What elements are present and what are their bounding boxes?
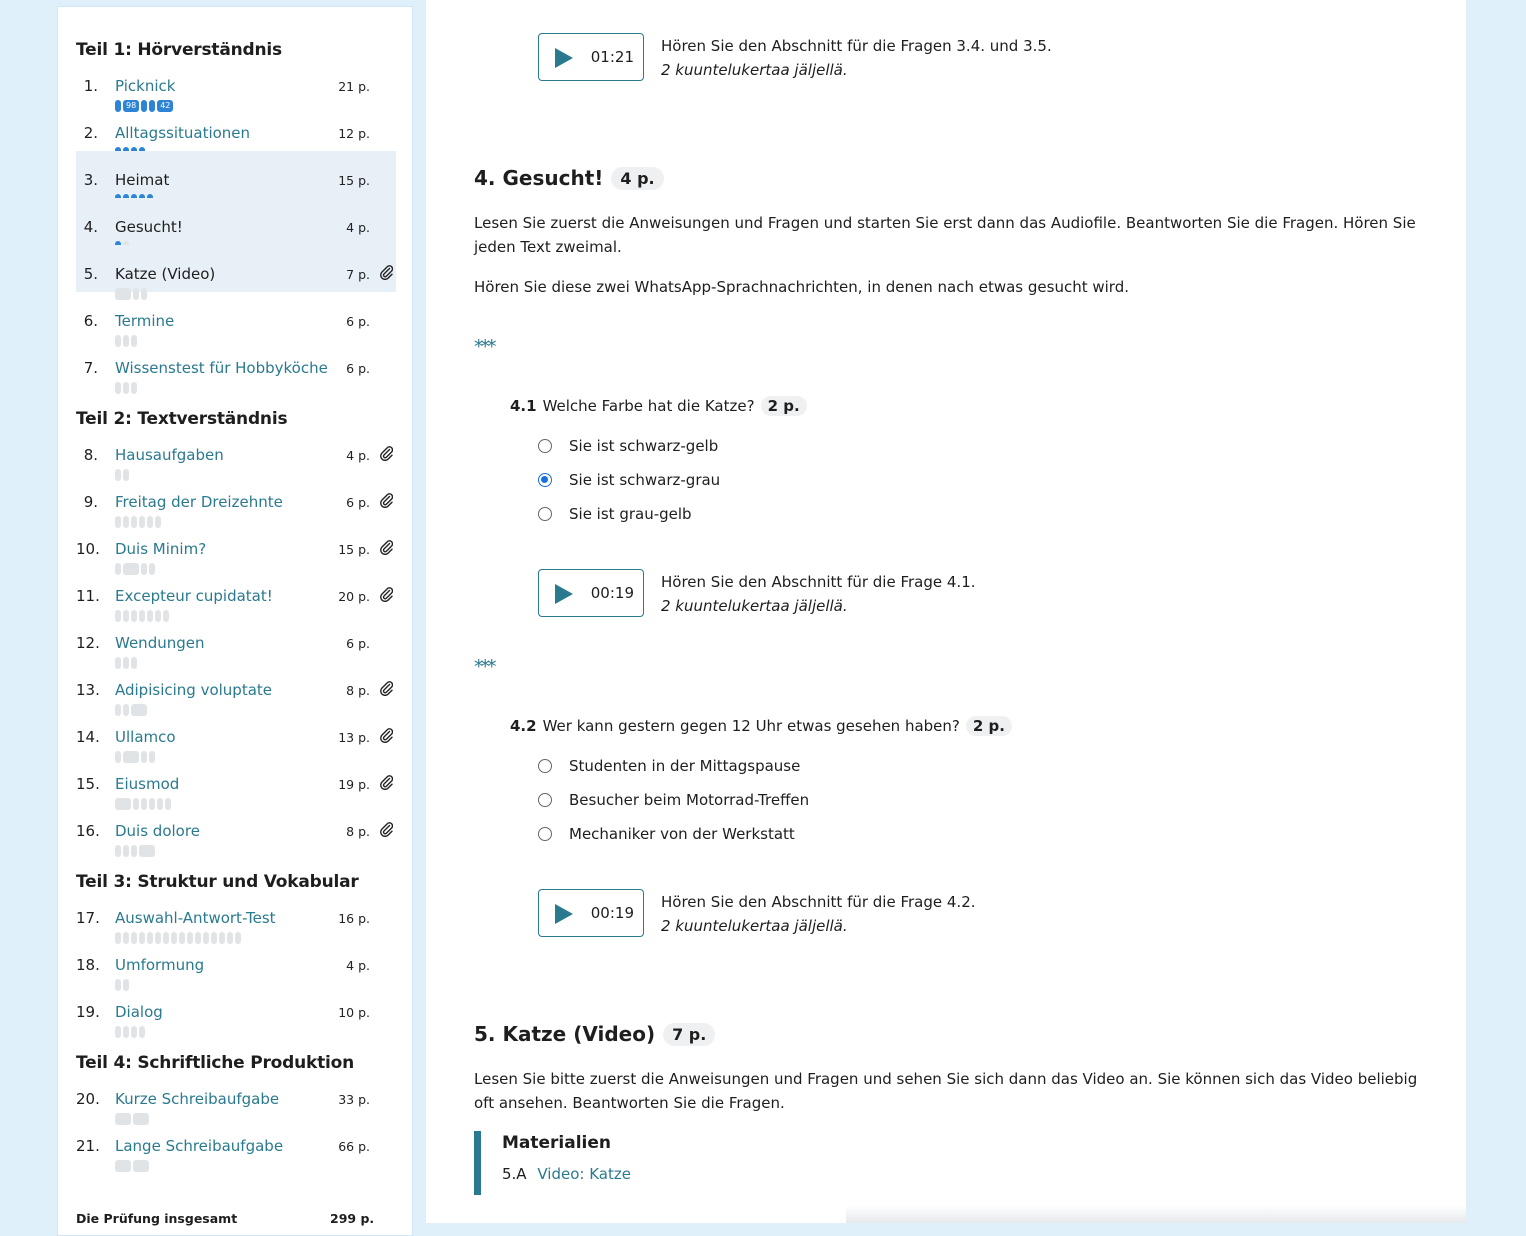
- audio-player-4-2[interactable]: [538, 889, 644, 937]
- toc-item[interactable]: [76, 339, 396, 386]
- unanswered-pip[interactable]: [115, 382, 121, 394]
- scroll-shadow: [846, 1205, 1466, 1223]
- materials-box: [474, 1131, 781, 1195]
- toc-item-number: 2.: [83, 124, 98, 142]
- unanswered-pip[interactable]: [133, 1160, 149, 1172]
- attachment-icon: [379, 821, 393, 837]
- toc-section-title: Teil 4: Schriftliche Produktion: [76, 1053, 355, 1073]
- question-text: Welche Farbe hat die Katze?: [542, 397, 755, 415]
- toc-item[interactable]: [76, 936, 396, 983]
- attachment-icon: [379, 774, 393, 790]
- toc-item[interactable]: [76, 983, 396, 1030]
- toc-item-number: 12.: [76, 634, 100, 652]
- option-label: Sie ist grau-gelb: [569, 505, 692, 523]
- toc-item-number: 3.: [83, 171, 98, 189]
- toc-item-number: 21.: [76, 1137, 100, 1155]
- option-4-1-a[interactable]: [538, 437, 718, 455]
- toc-item-link[interactable]: Auswahl-Antwort-Test: [115, 909, 276, 927]
- toc-item-number: 15.: [76, 775, 100, 793]
- toc-item-points: 33 p.: [338, 1092, 370, 1107]
- audio-duration: 01:21: [590, 48, 634, 66]
- toc-item-number: 14.: [76, 728, 100, 746]
- toc-item[interactable]: [76, 661, 396, 708]
- question-progress: [115, 1160, 149, 1172]
- toc-item-points: 4 p.: [346, 448, 370, 463]
- points-badge: 2 p.: [966, 716, 1012, 736]
- toc-item[interactable]: [76, 104, 396, 151]
- toc-item-number: 19.: [76, 1003, 100, 1021]
- option-4-2-b[interactable]: [538, 791, 809, 809]
- attachment-icon: [379, 680, 393, 696]
- toc-item-link[interactable]: Kurze Schreibaufgabe: [115, 1090, 280, 1108]
- task-title: 5. Katze (Video): [474, 1022, 656, 1046]
- toc-item[interactable]: [76, 426, 396, 473]
- toc-item-number: 20.: [76, 1090, 100, 1108]
- toc-item-number: 11.: [76, 587, 100, 605]
- unanswered-pip[interactable]: [115, 1026, 121, 1038]
- audio-caption: [661, 570, 976, 618]
- toc-item-number: 10.: [76, 540, 100, 558]
- answered-pip[interactable]: 98: [123, 100, 139, 112]
- points-badge: 7 p.: [663, 1023, 715, 1046]
- radio-button-selected[interactable]: [538, 473, 552, 487]
- toc-item-link[interactable]: Wissenstest für Hobbyköche: [115, 359, 328, 377]
- radio-button[interactable]: [538, 439, 552, 453]
- play-icon[interactable]: [555, 904, 573, 924]
- option-label: Sie ist schwarz-grau: [569, 471, 721, 489]
- toc-item[interactable]: [76, 1117, 396, 1164]
- toc-item-points: 4 p.: [346, 958, 370, 973]
- toc-item-points: 6 p.: [346, 495, 370, 510]
- radio-button[interactable]: [538, 759, 552, 773]
- task-4-instructions: Lesen Sie zuerst die Anweisungen und Fragen und starten Sie erst dann das Audiofile. Beantworten Sie die Fragen. Hören Sie jeden Text zweimal.: [474, 214, 1416, 256]
- toc-item[interactable]: [76, 802, 396, 849]
- toc-item-points: 6 p.: [346, 636, 370, 651]
- audio-duration: 00:19: [590, 584, 634, 602]
- radio-button[interactable]: [538, 827, 552, 841]
- option-4-1-c[interactable]: [538, 505, 692, 523]
- unanswered-pip[interactable]: [123, 1026, 129, 1038]
- toc-item[interactable]: [76, 567, 396, 614]
- toc-item[interactable]: [76, 473, 396, 520]
- toc-section-title: Teil 3: Struktur und Vokabular: [76, 872, 359, 892]
- unanswered-pip[interactable]: [131, 382, 137, 394]
- unanswered-pip[interactable]: [123, 845, 129, 857]
- unanswered-pip[interactable]: [115, 845, 121, 857]
- toc-item-points: 20 p.: [338, 589, 370, 604]
- task-4-heading: [474, 166, 664, 190]
- task-title: 4. Gesucht!: [474, 166, 604, 190]
- points-badge: 2 p.: [761, 396, 807, 416]
- unanswered-pip[interactable]: [115, 1160, 131, 1172]
- question-progress: [115, 382, 137, 394]
- toc-item-link[interactable]: Dialog: [115, 1003, 163, 1021]
- option-label: Studenten in der Mittagspause: [569, 757, 801, 775]
- toc-item-points: 4 p.: [346, 220, 370, 235]
- toc-item-link[interactable]: Umformung: [115, 956, 205, 974]
- attachment-icon: [379, 492, 393, 508]
- toc-item-link[interactable]: Alltagssituationen: [115, 124, 251, 142]
- toc-item-points: 6 p.: [346, 314, 370, 329]
- total-label: Die Prüfung insgesamt: [76, 1211, 238, 1226]
- toc-item-link[interactable]: Gesucht!: [115, 218, 183, 236]
- question-number: 4.2: [510, 717, 537, 735]
- toc-item-points: 8 p.: [346, 683, 370, 698]
- audio-player-4-1[interactable]: [538, 569, 644, 617]
- question-progress: [115, 845, 155, 857]
- listen-count: 2 kuuntelukertaa jäljellä.: [661, 917, 848, 935]
- toc-item-link[interactable]: Eiusmod: [115, 775, 180, 793]
- play-icon[interactable]: [555, 48, 573, 68]
- audio-instruction: Hören Sie den Abschnitt für die Frage 4.1.: [661, 573, 976, 591]
- toc-item-link[interactable]: Katze (Video): [115, 265, 216, 283]
- toc-item-link[interactable]: Wendungen: [115, 634, 205, 652]
- exam-content: [426, 0, 1466, 1223]
- toc-item-number: 16.: [76, 822, 100, 840]
- material-item: [502, 1165, 631, 1183]
- toc-item[interactable]: [76, 198, 396, 245]
- question-text: Wer kann gestern gegen 12 Uhr etwas gesehen haben?: [542, 717, 960, 735]
- play-icon[interactable]: [555, 584, 573, 604]
- toc-item[interactable]: [76, 1070, 396, 1117]
- unanswered-pip[interactable]: [123, 382, 129, 394]
- toc-item-points: 10 p.: [338, 1005, 370, 1020]
- toc-item-link[interactable]: Termine: [115, 312, 175, 330]
- toc-item-points: 15 p.: [338, 173, 370, 188]
- audio-instruction: Hören Sie den Abschnitt für die Fragen 3.4. und 3.5.: [661, 37, 1052, 55]
- unanswered-pip[interactable]: [131, 845, 137, 857]
- section-separator: ***: [474, 336, 494, 358]
- toc-item-points: 15 p.: [338, 542, 370, 557]
- toc-item-points: 66 p.: [338, 1139, 370, 1154]
- toc-item-number: 7.: [83, 359, 98, 377]
- listen-count: 2 kuuntelukertaa jäljellä.: [661, 597, 848, 615]
- materials-title: Materialien: [502, 1133, 612, 1153]
- listen-count: 2 kuuntelukertaa jäljellä.: [661, 61, 848, 79]
- option-4-1-b[interactable]: [538, 471, 720, 489]
- toc-item-link[interactable]: Duis Minim?: [115, 540, 207, 558]
- toc-item-link[interactable]: Lange Schreibaufgabe: [115, 1137, 284, 1155]
- option-label: Mechaniker von der Werkstatt: [569, 825, 795, 843]
- unanswered-pip[interactable]: [139, 1026, 145, 1038]
- toc-item[interactable]: [76, 292, 396, 339]
- toc-item[interactable]: [76, 520, 396, 567]
- toc-item-link[interactable]: Duis dolore: [115, 822, 200, 840]
- toc-item-points: 7 p.: [346, 267, 370, 282]
- toc-item-link[interactable]: Freitag der Dreizehnte: [115, 493, 283, 511]
- toc-item-points: 12 p.: [338, 126, 370, 141]
- toc-item-number: 9.: [83, 493, 98, 511]
- option-label: Sie ist schwarz-gelb: [569, 437, 719, 455]
- question-progress: [115, 1026, 145, 1038]
- audio-instruction: Hören Sie den Abschnitt für die Frage 4.2.: [661, 893, 976, 911]
- attachment-icon: [379, 445, 393, 461]
- toc-item[interactable]: [76, 614, 396, 661]
- audio-caption: [661, 890, 976, 938]
- toc-item-number: 4.: [83, 218, 98, 236]
- task-5-heading: [474, 1022, 715, 1046]
- toc-section-title: Teil 1: Hörverständnis: [76, 40, 282, 60]
- toc-item-link[interactable]: Hausaufgaben: [115, 446, 224, 464]
- points-badge: 4 p.: [611, 167, 663, 190]
- toc-item[interactable]: [76, 57, 396, 110]
- toc-item-link[interactable]: Heimat: [115, 171, 170, 189]
- toc-item-number: 18.: [76, 956, 100, 974]
- video-link[interactable]: Video: Katze: [537, 1165, 631, 1183]
- option-4-2-c[interactable]: [538, 825, 795, 843]
- toc-item-link[interactable]: Excepteur cupidatat!: [115, 587, 273, 605]
- toc-item-link[interactable]: Picknick: [115, 77, 176, 95]
- toc-item-number: 13.: [76, 681, 100, 699]
- toc-item-number: 17.: [76, 909, 100, 927]
- radio-button[interactable]: [538, 793, 552, 807]
- toc-section-title: Teil 2: Textverständnis: [76, 409, 288, 429]
- section-separator: ***: [474, 656, 494, 678]
- task-4-intro: Hören Sie diese zwei WhatsApp-Sprachnachrichten, in denen nach etwas gesucht wird.: [474, 278, 1129, 296]
- toc-item-number: 8.: [83, 446, 98, 464]
- unanswered-pip[interactable]: [131, 1026, 137, 1038]
- total-points: 299 p.: [330, 1211, 375, 1226]
- audio-caption: [661, 34, 1052, 82]
- material-number: 5.A: [502, 1165, 527, 1183]
- attachment-icon: [379, 586, 393, 602]
- toc-item-points: 16 p.: [338, 911, 370, 926]
- toc-item[interactable]: [76, 245, 396, 292]
- toc-item[interactable]: [76, 708, 396, 755]
- question-4-2: [510, 716, 1012, 736]
- attachment-icon: [379, 539, 393, 555]
- toc-item-link[interactable]: Ullamco: [115, 728, 176, 746]
- audio-player-3-4[interactable]: [538, 33, 644, 81]
- question-4-1: [510, 396, 807, 416]
- attachment-icon: [379, 264, 393, 280]
- option-4-2-a[interactable]: [538, 757, 800, 775]
- radio-button[interactable]: [538, 507, 552, 521]
- attachment-icon: [379, 727, 393, 743]
- answered-pip[interactable]: 42: [157, 100, 173, 112]
- toc-item-points: 13 p.: [338, 730, 370, 745]
- task-5-instructions: Lesen Sie bitte zuerst die Anweisungen und Fragen und sehen Sie sich dann das Video an. Sie können sich das Video beliebig oft ansehen. Beantworten Sie die Fragen.: [474, 1070, 1418, 1112]
- unanswered-pip[interactable]: [139, 845, 155, 857]
- toc-item[interactable]: [76, 755, 396, 802]
- table-of-contents: [57, 6, 413, 1236]
- toc-item[interactable]: [76, 151, 396, 198]
- toc-item-link[interactable]: Adipisicing voluptate: [115, 681, 273, 699]
- toc-item[interactable]: [76, 889, 396, 936]
- toc-item-number: 1.: [83, 77, 98, 95]
- toc-item-number: 6.: [83, 312, 98, 330]
- toc-item-points: 21 p.: [338, 79, 370, 94]
- option-label: Besucher beim Motorrad-Treffen: [569, 791, 810, 809]
- question-number: 4.1: [510, 397, 537, 415]
- toc-item-number: 5.: [83, 265, 98, 283]
- audio-duration: 00:19: [590, 904, 634, 922]
- toc-item-points: 19 p.: [338, 777, 370, 792]
- toc-item-points: 6 p.: [346, 361, 370, 376]
- toc-item-points: 8 p.: [346, 824, 370, 839]
